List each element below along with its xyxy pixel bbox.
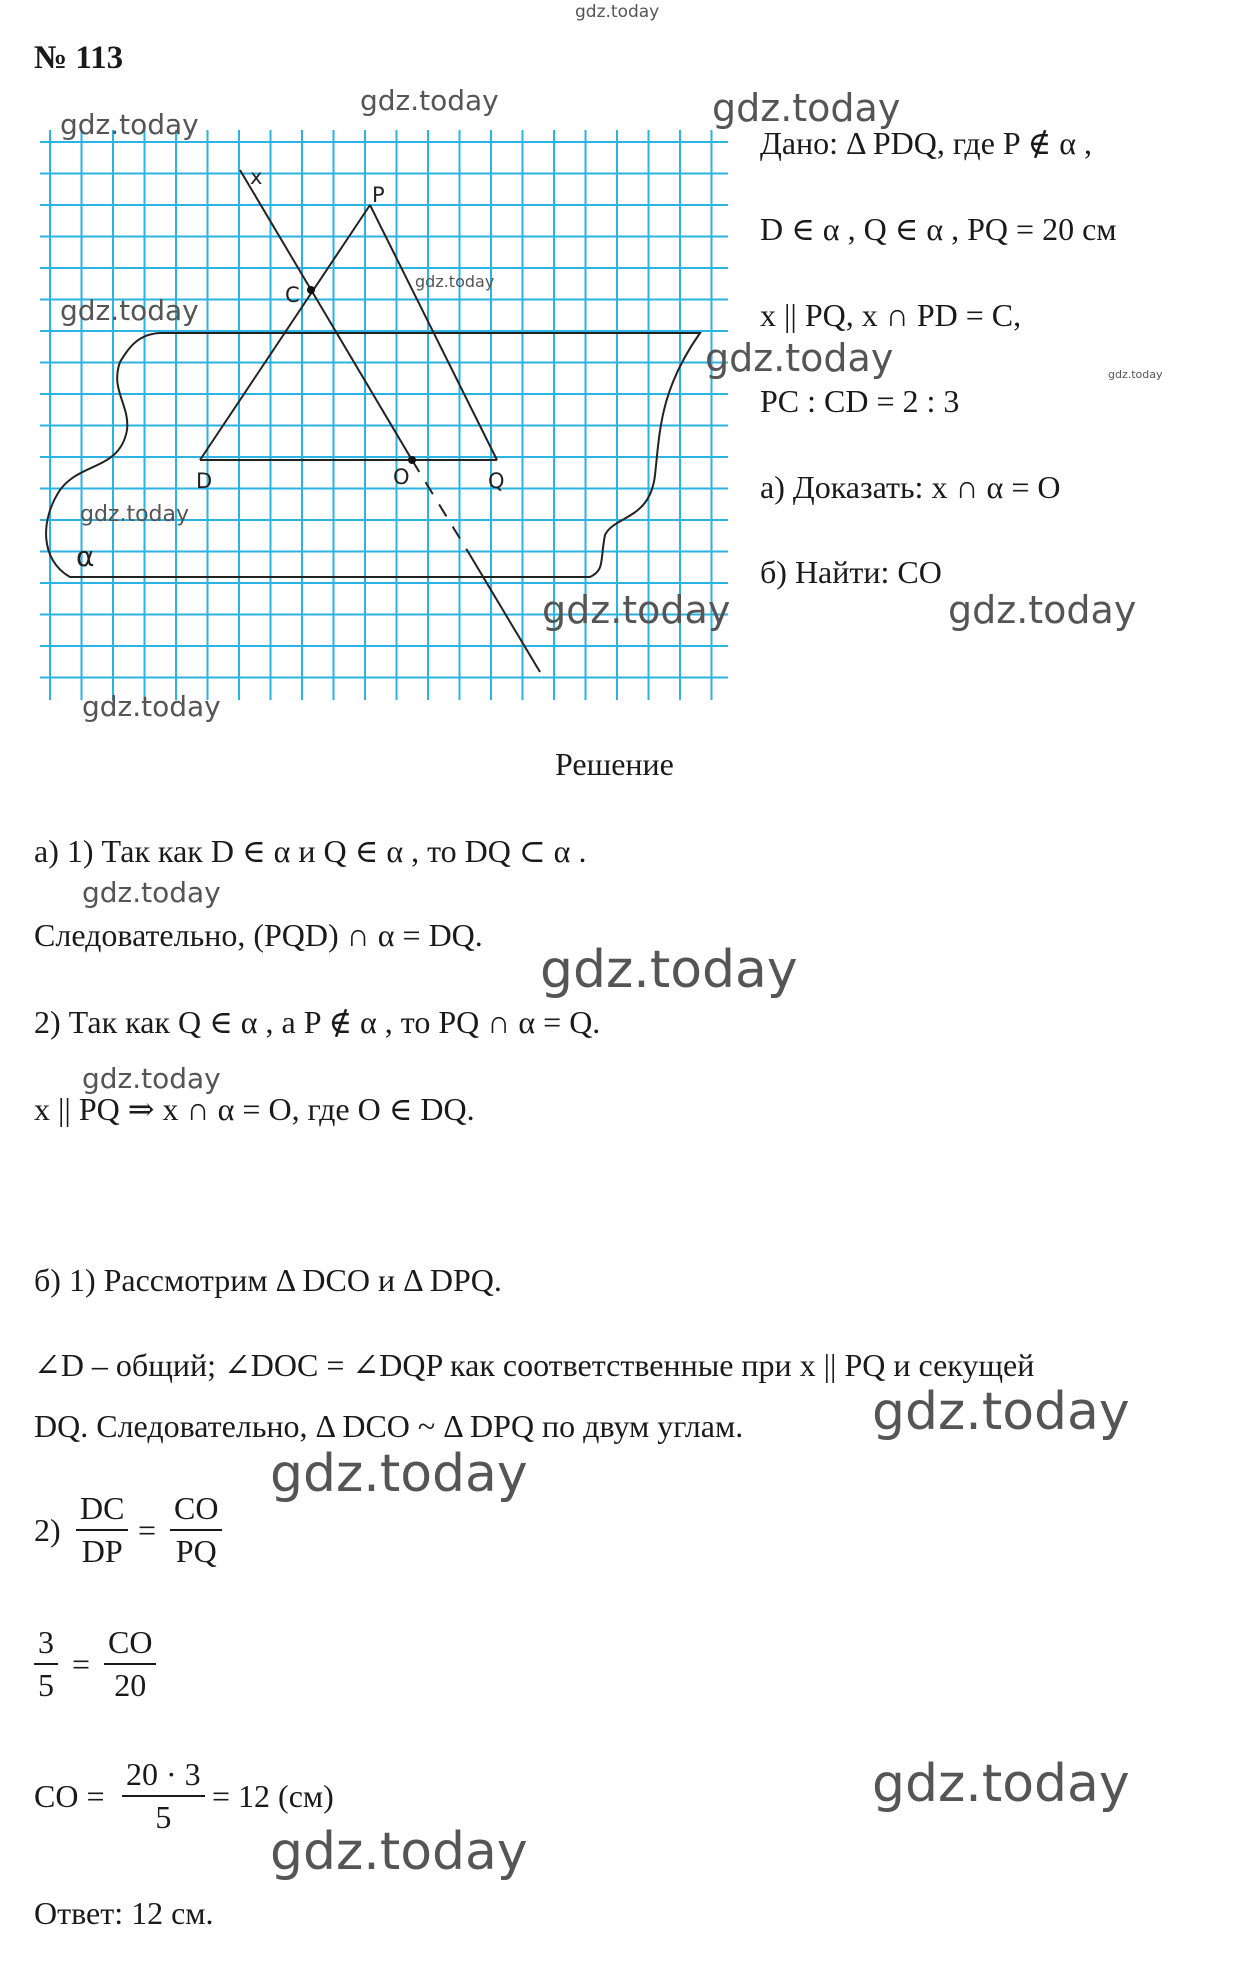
- equals-sign: =: [138, 1512, 157, 1548]
- fraction-numerator: DC: [76, 1490, 128, 1531]
- solution-a-1: а) 1) Так как D ∈ α и Q ∈ α , то DQ ⊂ α .: [34, 833, 587, 869]
- label-o: O: [393, 465, 410, 489]
- equals-sign: =: [72, 1646, 91, 1682]
- watermark: gdz.today: [82, 1062, 221, 1095]
- fraction-numerator: 20 · 3: [122, 1756, 205, 1797]
- watermark: gdz.today: [872, 1754, 1130, 1814]
- fraction-denominator: 20: [114, 1667, 147, 1703]
- label-c: C: [285, 283, 300, 307]
- point-o: [408, 456, 416, 464]
- given-line-4: PC : CD = 2 : 3: [760, 383, 960, 419]
- given-line-2: D ∈ α , Q ∈ α , PQ = 20 см: [760, 211, 1117, 247]
- co-prefix: CO =: [34, 1778, 105, 1814]
- fraction-denominator: DP: [81, 1533, 123, 1569]
- fraction-3-5: [34, 1624, 58, 1704]
- fraction-numerator: CO: [104, 1624, 156, 1665]
- watermark: gdz.today: [82, 876, 221, 909]
- solution-a-1-conclusion: Следовательно, (PQD) ∩ α = DQ.: [34, 917, 483, 953]
- watermark: gdz.today: [948, 588, 1137, 632]
- fraction-co-pq: [170, 1490, 222, 1570]
- label-x: x: [250, 165, 263, 189]
- point-c: [307, 286, 315, 294]
- solution-a-2-conclusion: x || PQ ⇒ x ∩ α = O, где O ∈ DQ.: [34, 1091, 475, 1127]
- watermark: gdz.today: [542, 588, 731, 632]
- given-line-1: Дано: Δ PDQ, где P ∉ α ,: [760, 125, 1092, 161]
- solution-b-1: б) 1) Рассмотрим Δ DCO и Δ DPQ.: [34, 1262, 502, 1298]
- watermark: gdz.today: [60, 294, 199, 327]
- step-2-label: 2): [34, 1512, 61, 1548]
- solution-b-1-conclusion: DQ. Следовательно, Δ DCO ~ Δ DPQ по двум углам.: [34, 1408, 744, 1444]
- label-d: D: [196, 469, 213, 493]
- line-x-hidden: [412, 460, 470, 555]
- watermark: gdz.today: [575, 2, 660, 22]
- watermark: gdz.today: [1108, 368, 1163, 381]
- fraction-co-20: [104, 1624, 156, 1704]
- watermark: gdz.today: [270, 1444, 528, 1504]
- given-task-b: б) Найти: CO: [760, 554, 942, 590]
- answer: Ответ: 12 см.: [34, 1895, 214, 1931]
- fraction-denominator: PQ: [175, 1533, 217, 1569]
- given-task-a: а) Доказать: x ∩ α = O: [760, 469, 1061, 505]
- watermark: gdz.today: [82, 690, 221, 723]
- fraction-numerator: 3: [34, 1624, 58, 1665]
- watermark: gdz.today: [540, 940, 798, 1000]
- fraction-20x3-5: [122, 1756, 205, 1836]
- fraction-numerator: CO: [170, 1490, 222, 1531]
- watermark: gdz.today: [712, 86, 901, 130]
- co-result: = 12 (см): [212, 1778, 334, 1814]
- label-p: P: [372, 183, 385, 207]
- given-line-3: x || PQ, x ∩ PD = C,: [760, 297, 1022, 333]
- watermark: gdz.today: [872, 1382, 1130, 1442]
- watermark: gdz.today: [360, 84, 499, 117]
- solution-heading: Решение: [555, 746, 674, 782]
- watermark: gdz.today: [60, 108, 199, 141]
- solution-a-2: 2) Так как Q ∈ α , а P ∉ α , то PQ ∩ α = Q.: [34, 1004, 601, 1040]
- label-alpha: α: [76, 540, 95, 573]
- solution-b-1-angles: ∠D – общий; ∠DOC = ∠DQP как соответственные при x || PQ и секущей: [34, 1347, 1035, 1383]
- problem-number: № 113: [34, 40, 124, 76]
- label-q: Q: [488, 469, 505, 493]
- watermark: gdz.today: [705, 336, 894, 380]
- fraction-dc-dp: [76, 1490, 128, 1570]
- line-x: [240, 170, 412, 460]
- fraction-denominator: 5: [155, 1799, 172, 1835]
- watermark: gdz.today: [80, 502, 190, 527]
- watermark: gdz.today: [415, 272, 495, 291]
- fraction-denominator: 5: [38, 1667, 54, 1703]
- watermark: gdz.today: [270, 1822, 528, 1882]
